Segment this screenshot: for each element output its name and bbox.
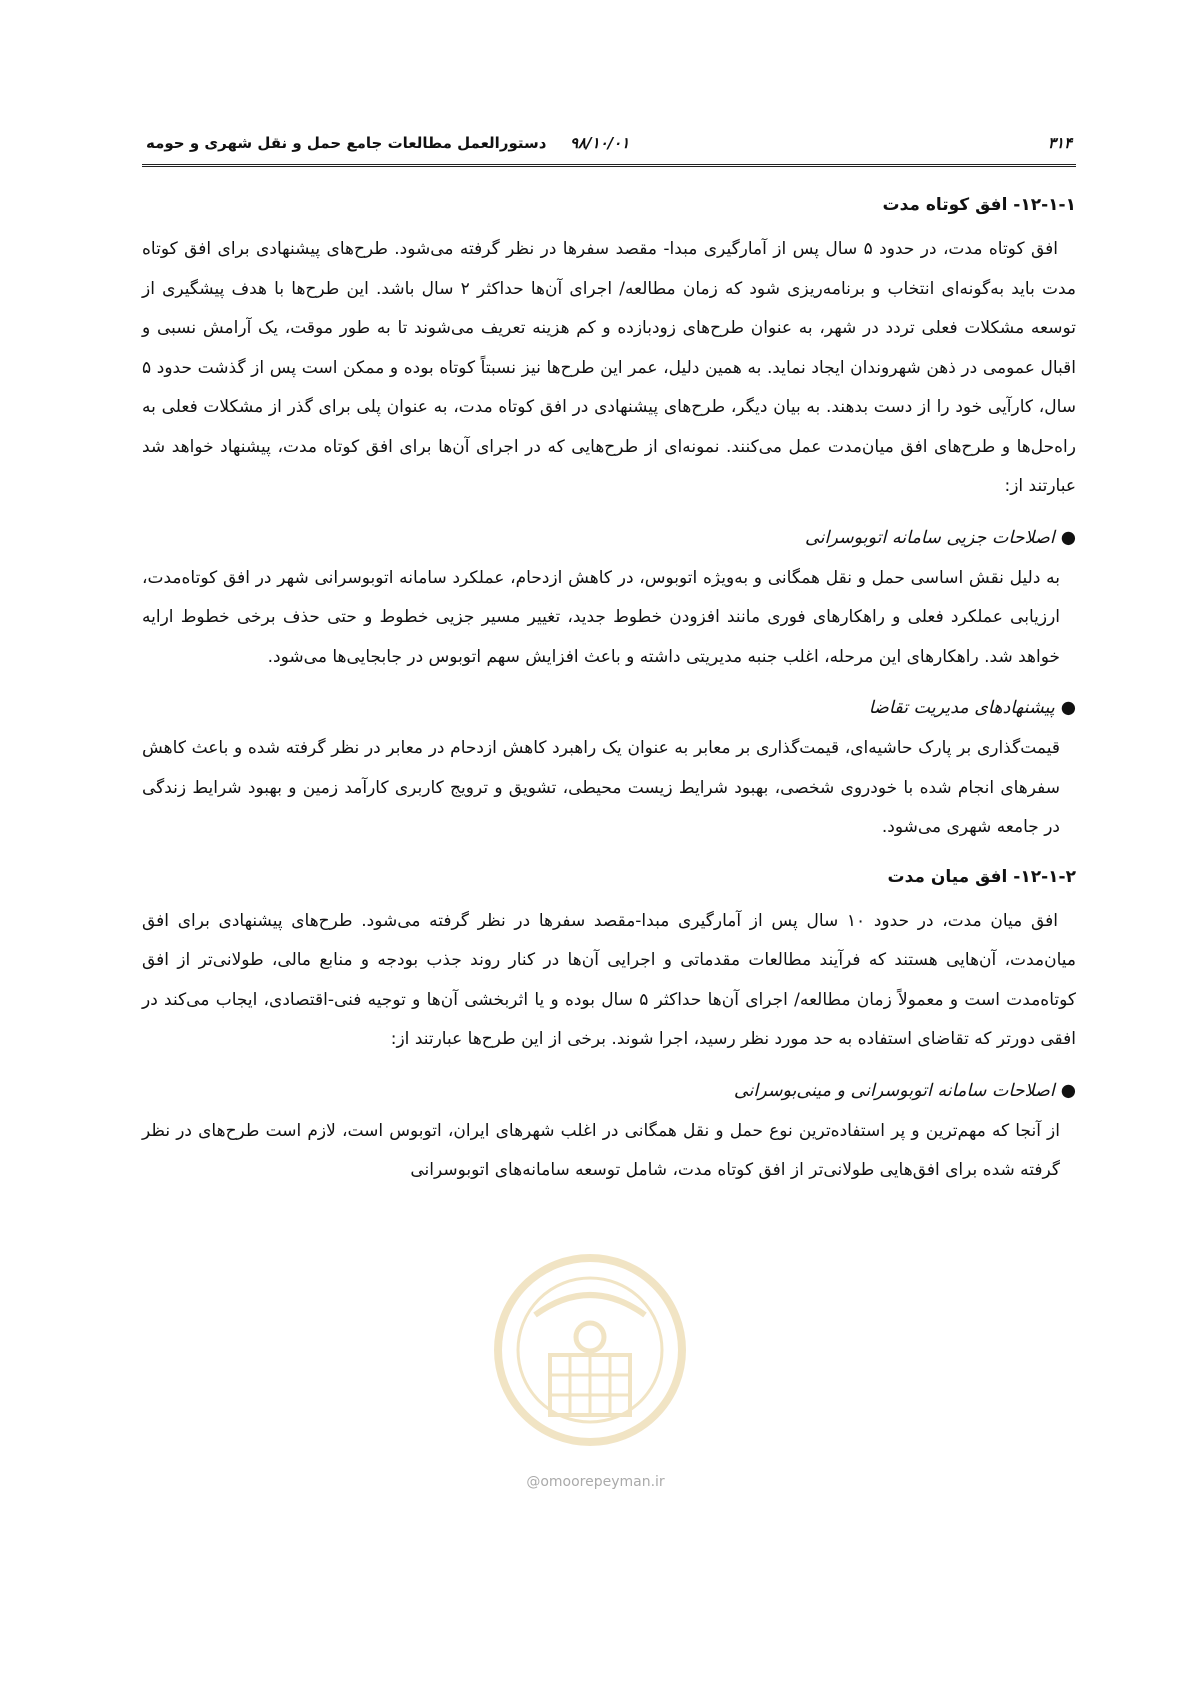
section-heading-mid-term: ۱۲-۱-۲- افق میان مدت <box>887 866 1076 887</box>
bullet-item <box>142 519 1076 557</box>
bullet-title: پیشنهادهای مدیریت تقاضا <box>868 698 1055 718</box>
bullet-title: اصلاحات جزیی سامانه اتوبوسرانی <box>805 527 1055 548</box>
page-header <box>142 130 1076 167</box>
watermark-seal-icon <box>490 1245 690 1455</box>
bullet-item <box>142 689 1076 727</box>
paragraph-mid-term: افق میان مدت، در حدود ۱۰ سال پس از آمارگیری مبدا-مقصد سفرها در نظر گرفته می‌شود. طرح‌های پیشنهادی برای افق میان‌مدت، آن‌هایی هستند که فرآیند مطالعات مقدماتی و اجرایی آن‌ها در کنار روند جذب بودجه و منابع مالی، طولانی‌تر از افق کوتاه‌مدت است و معمولاً زمان مطالعه/ اجرای آن‌ها حداکثر ۵ سال بوده و یا اثربخشی آن‌ها و توجیه فنی-اقتصادی، ایجاب می‌کند در افقی دورتر که تقاضای استفاده به حد مورد نظر رسید، اجرا شوند. برخی از این طرح‌ها عبارتند از: <box>142 910 1076 1049</box>
header-title: دستورالعمل مطالعات جامع حمل و نقل شهری و حومه <box>146 134 547 152</box>
page-number: ۳۱۴ <box>1047 134 1072 152</box>
bullet-icon: ● <box>1060 698 1076 718</box>
paragraph-short-term: افق کوتاه مدت، در حدود ۵ سال پس از آمارگیری مبدا- مقصد سفرها در نظر گرفته می‌شود. طرح‌های پیشنهادی برای افق کوتاه مدت باید به‌گونه‌ای انتخاب و برنامه‌ریزی شود که زمان مطالعه/ اجرای آن‌ها حداکثر ۲ سال باشد. این طرح‌ها با هدف پیشگیری از توسعه مشکلات فعلی تردد در شهر، به عنوان طرح‌های زودبازده و کم هزینه تعریف می‌شوند تا به طور موقت، یک آرامش نسبی و اقبال عمومی در ذهن شهروندان ایجاد نماید. به همین دلیل، عمر این طرح‌ها نیز نسبتاً کوتاه بوده و ممکن است پس از گذشت حدود ۵ سال، کارآیی خود را از دست بدهند. به بیان دیگر، طرح‌های پیشنهادی در افق کوتاه مدت، به عنوان پلی برای گذر از مشکلات فعلی به راه‌حل‌ها و طرح‌های افق میان‌مدت عمل می‌کنند. نمونه‌ای از طرح‌هایی که در اجرای آن‌ها برای افق کوتاه مدت، پیشنهاد خواهد شد عبارتند از: <box>142 239 1076 496</box>
section-heading-short-term: ۱۲-۱-۱- افق کوتاه مدت <box>882 195 1076 215</box>
bullet-icon: ● <box>1060 527 1076 548</box>
bullet-text: از آنجا که مهم‌ترین و پر استفاده‌ترین نوع حمل و نقل همگانی در اغلب شهرهای ایران، اتوبوس است، لازم است طرح‌های در نظر گرفته شده برای افق‌هایی طولانی‌تر از افق کوتاه مدت، شامل توسعه سامانه‌های اتوبوسرانی <box>142 1120 1060 1180</box>
bullet-text: قیمت‌گذاری بر پارک حاشیه‌ای، قیمت‌گذاری بر معابر به عنوان یک راهبرد کاهش ازدحام در معابر در نظر گرفته شده و باعث کاهش سفرهای انجام شده با خودروی شخصی، بهبود شرایط زیست محیطی، تشویق و ترویج کاربری کارآمد زمین و بهبود شرایط زندگی در جامعه شهری می‌شود. <box>142 738 1060 837</box>
bullet-icon: ● <box>1060 1080 1076 1101</box>
bullet-text: به دلیل نقش اساسی حمل و نقل همگانی و به‌ویژه اتوبوس، در کاهش ازدحام، عملکرد سامانه اتوبوسرانی شهر در افق کوتاه‌مدت، ارزیابی عملکرد فعلی و راهکارهای فوری مانند افزودن خطوط جدید، تغییر مسیر جزیی خطوط و حتی حذف برخی خطوط ارایه خواهد شد. راهکارهای این مرحله، اغلب جنبه مدیریتی داشته و باعث افزایش سهم اتوبوس در جابجایی‌ها می‌شود. <box>142 567 1060 667</box>
bullet-item <box>142 1072 1076 1110</box>
page-content <box>142 188 1076 1191</box>
header-date: ۹۸/۱۰/۰۱ <box>570 134 630 152</box>
watermark-url: @omoorepeyman.ir <box>526 1474 665 1490</box>
bullet-title: اصلاحات سامانه اتوبوسرانی و مینی‌بوسرانی <box>733 1080 1055 1101</box>
